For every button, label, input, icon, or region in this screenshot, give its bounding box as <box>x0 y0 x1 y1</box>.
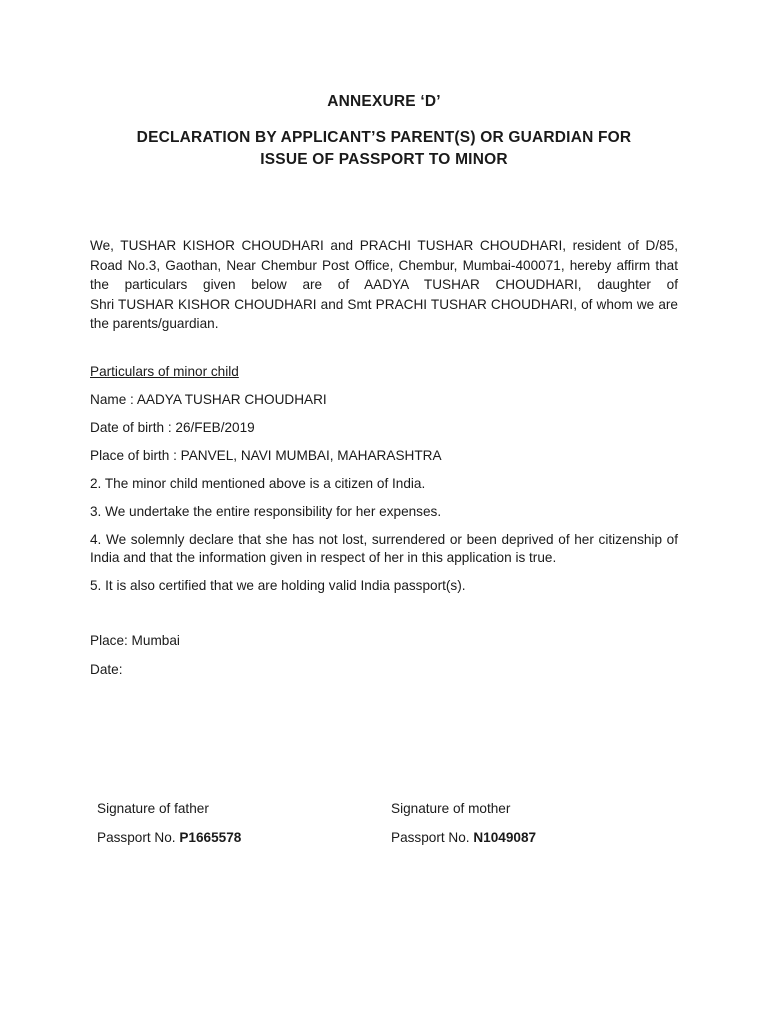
mother-passport-line <box>391 829 536 847</box>
place-field: Place: Mumbai <box>90 633 180 648</box>
annexure-heading: ANNEXURE ‘D’ <box>327 93 441 110</box>
statement-3: 3. We undertake the entire responsibility for her expenses. <box>90 504 442 519</box>
father-passport-line <box>97 829 241 847</box>
mother-passport-number: N1049087 <box>473 830 537 845</box>
statement-2: 2. The minor child mentioned above is a citizen of India. <box>90 476 426 491</box>
father-passport-number: P1665578 <box>179 830 242 845</box>
child-date-of-birth: Date of birth : 26/FEB/2019 <box>90 420 255 435</box>
mother-passport-prefix: Passport No. <box>391 830 470 845</box>
father-signature-label: Signature of father <box>97 801 209 816</box>
particulars-heading: Particulars of minor child <box>90 364 239 379</box>
title-line-2: ISSUE OF PASSPORT TO MINOR <box>260 151 508 168</box>
father-signature-block <box>97 800 241 847</box>
intro-line-2: Road No.3, Gaothan, Near Chembur Post Office, Chembur, Mumbai-400071, hereby affirm that <box>90 257 678 273</box>
intro-line-3: the particulars given below are of AADYA TUSHAR CHOUDHARI, daughter of <box>90 277 678 292</box>
mother-signature-label: Signature of mother <box>391 801 511 816</box>
child-place-of-birth: Place of birth : PANVEL, NAVI MUMBAI, MAHARASHTRA <box>90 448 442 463</box>
date-field: Date: <box>90 662 123 677</box>
statement-5: 5. It is also certified that we are holding valid India passport(s). <box>90 578 466 593</box>
intro-paragraph <box>90 236 678 334</box>
intro-line-1: We, TUSHAR KISHOR CHOUDHARI and PRACHI TUSHAR CHOUDHARI, resident of D/85, <box>90 238 678 253</box>
intro-line-4: Shri TUSHAR KISHOR CHOUDHARI and Smt PRACHI TUSHAR CHOUDHARI, of whom we are <box>90 296 678 312</box>
document-title <box>60 127 708 171</box>
intro-line-5: the parents/guardian. <box>90 316 219 331</box>
title-line-1: DECLARATION BY APPLICANT’S PARENT(S) OR GUARDIAN FOR <box>136 129 632 146</box>
mother-signature-block <box>391 800 536 847</box>
child-name: Name : AADYA TUSHAR CHOUDHARI <box>90 392 327 407</box>
father-passport-prefix: Passport No. <box>97 830 176 845</box>
statement-4: 4. We solemnly declare that she has not lost, surrendered or been deprived of her citizenship of India and that the information given in respect of her in this application is true. <box>90 532 678 565</box>
